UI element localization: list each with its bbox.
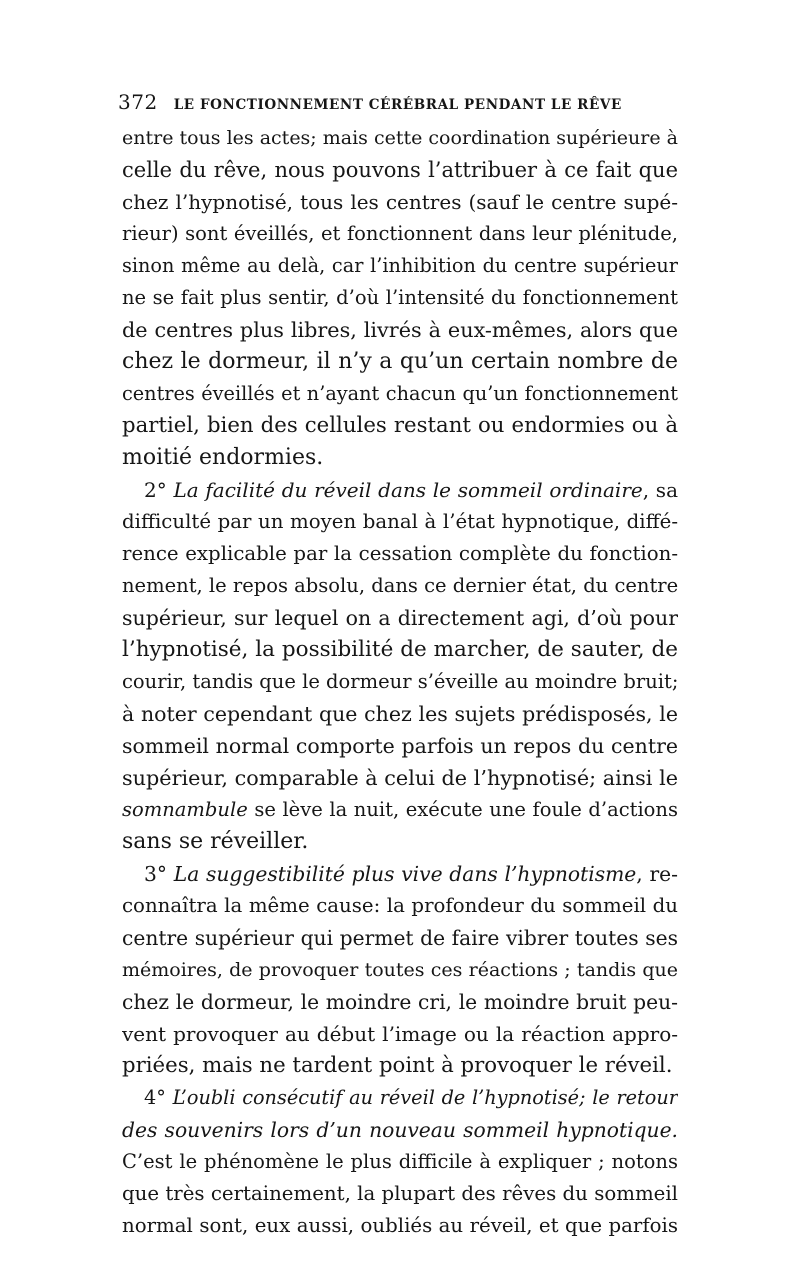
text-line — [122, 1210, 678, 1242]
line-text: chez le dormeur, le moindre cri, le moindre bruit peu- — [122, 990, 678, 1014]
line-text: rence explicable par la cessation complète du fonction- — [122, 542, 678, 565]
line-text: sommeil normal comporte parfois un repos du centre — [122, 734, 678, 758]
text-line — [122, 314, 678, 346]
line-text: sans se réveiller. — [122, 829, 309, 854]
line-text: C’est le phénomène le plus difficile à expliquer ; notons — [122, 1150, 678, 1173]
paragraph-number: 4° — [144, 1086, 173, 1109]
text-line — [122, 602, 678, 634]
line-text: que très certainement, la plupart des rêves du sommeil — [122, 1182, 678, 1205]
text-line — [122, 282, 678, 314]
text-line — [122, 762, 678, 794]
running-title: LE FONCTIONNEMENT CÉRÉBRAL PENDANT LE RÊVE — [173, 97, 622, 113]
italic-phrase: L’oubli consécutif au réveil de l’hypnotisé; le retour — [172, 1086, 678, 1109]
text-line — [122, 986, 678, 1018]
text-line — [122, 538, 678, 570]
italic-phrase: des souvenirs lors d’un nouveau sommeil hypnotique. — [122, 1118, 678, 1142]
line-text: supérieur, comparable à celui de l’hypnotisé; ainsi le — [122, 766, 678, 790]
text-line — [122, 1018, 678, 1050]
text-line — [122, 410, 678, 442]
text-line — [122, 250, 678, 282]
line-text: ne se fait plus sentir, d’où l’intensité du fonctionnement — [122, 286, 678, 309]
body-text — [122, 122, 678, 1242]
text-line — [122, 1050, 678, 1082]
line-text: chez le dormeur, il n’y a qu’un certain nombre de — [122, 349, 678, 374]
line-text: mémoires, de provoquer toutes ces réactions ; tandis que — [122, 959, 678, 981]
line-text: l’hypnotisé, la possibilité de marcher, de sauter, de — [122, 637, 678, 662]
text-line — [122, 474, 678, 506]
line-text: , sa — [642, 478, 678, 502]
text-line — [122, 634, 678, 666]
line-text: , re- — [636, 862, 678, 886]
text-line — [122, 890, 678, 922]
line-text: normal sont, eux aussi, oubliés au réveil, et que parfois — [122, 1214, 678, 1237]
line-text: connaîtra la même cause: la profondeur du sommeil du — [122, 894, 678, 917]
text-line — [122, 506, 678, 538]
text-line — [122, 154, 678, 186]
italic-phrase: somnambule — [122, 798, 248, 821]
text-line — [122, 794, 678, 826]
text-line — [122, 570, 678, 602]
line-text: centre supérieur qui permet de faire vibrer toutes ses — [122, 926, 678, 950]
line-text: chez l’hypnotisé, tous les centres (sauf le centre supé- — [122, 190, 678, 214]
line-text: priées, mais ne tardent point à provoquer le réveil. — [122, 1053, 673, 1078]
text-line — [122, 858, 678, 890]
paragraph-number: 3° — [144, 862, 174, 886]
line-text: supérieur, sur lequel on a directement agi, d’où pour — [122, 606, 678, 630]
text-line — [122, 218, 678, 250]
text-line — [122, 666, 678, 698]
text-line — [122, 1178, 678, 1210]
text-line — [122, 826, 678, 858]
text-line — [122, 730, 678, 762]
line-text: rieur) sont éveillés, et fonctionnent dans leur plénitude, — [122, 222, 678, 245]
line-text: sinon même au delà, car l’inhibition du centre supérieur — [122, 254, 678, 277]
text-line — [122, 1082, 678, 1114]
line-text: courir, tandis que le dormeur s’éveille au moindre bruit; — [122, 670, 678, 693]
page-header — [118, 90, 678, 114]
text-line — [122, 698, 678, 730]
line-text: partiel, bien des cellules restant ou endormies ou à — [122, 413, 678, 438]
text-line — [122, 378, 678, 410]
line-text: centres éveillés et n’ayant chacun qu’un fonctionnement — [122, 382, 678, 405]
text-line — [122, 922, 678, 954]
text-line — [122, 186, 678, 218]
text-line — [122, 1114, 678, 1146]
line-text: se lève la nuit, exécute une foule d’actions — [247, 798, 678, 821]
text-line — [122, 122, 678, 154]
text-line — [122, 954, 678, 986]
italic-phrase: La facilité du réveil dans le sommeil ordinaire — [173, 478, 643, 502]
page-number: 372 — [118, 90, 158, 114]
line-text: celle du rêve, nous pouvons l’attribuer à ce fait que — [122, 158, 678, 182]
line-text: moitié endormies. — [122, 445, 324, 470]
italic-phrase: La suggestibilité plus vive dans l’hypnotisme — [173, 862, 637, 886]
text-line — [122, 1146, 678, 1178]
text-line — [122, 442, 678, 474]
line-text: de centres plus libres, livrés à eux-mêmes, alors que — [122, 318, 678, 342]
line-text: difficulté par un moyen banal à l’état hypnotique, diffé- — [122, 510, 678, 533]
paragraph-number: 2° — [144, 478, 174, 502]
text-line — [122, 346, 678, 378]
line-text: entre tous les actes; mais cette coordination supérieure à — [122, 127, 678, 149]
line-text: nement, le repos absolu, dans ce dernier état, du centre — [122, 574, 678, 597]
line-text: à noter cependant que chez les sujets prédisposés, le — [122, 702, 678, 726]
line-text: vent provoquer au début l’image ou la réaction appro- — [122, 1022, 678, 1046]
